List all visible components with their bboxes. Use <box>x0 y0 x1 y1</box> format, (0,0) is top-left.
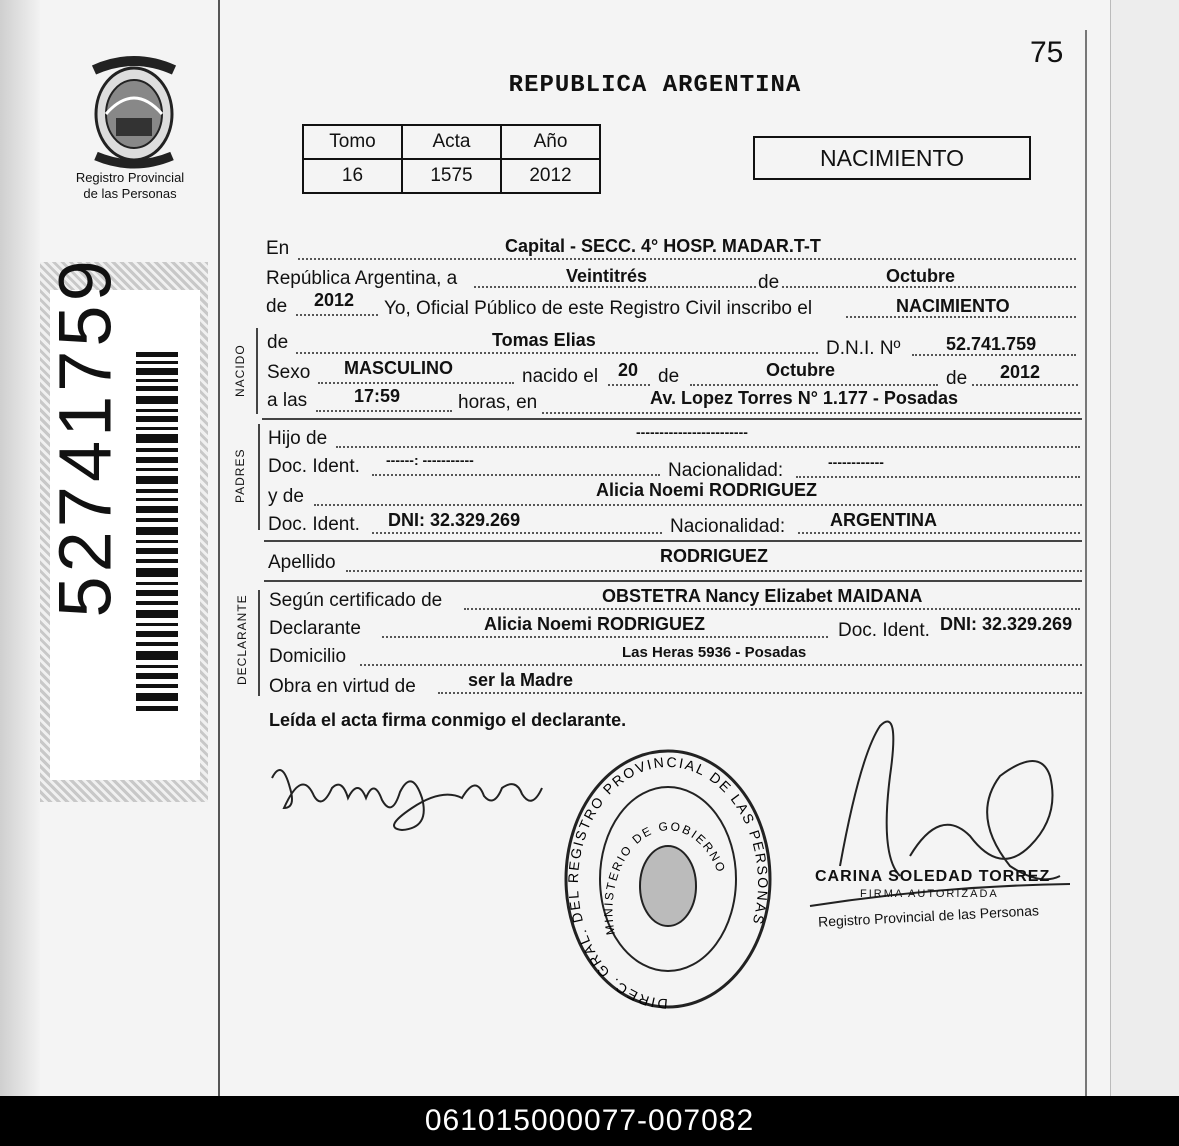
en-label: En <box>266 238 290 259</box>
nacido-section-label: NACIDO <box>233 344 247 397</box>
segun-label: Según certificado de <box>269 590 443 611</box>
org-name <box>60 170 200 202</box>
dotted-line <box>464 608 1080 610</box>
dotted-line <box>296 314 378 316</box>
nacido-el-label: nacido el <box>522 366 599 387</box>
registration-year: 2012 <box>314 290 355 310</box>
registry-value-ano: 2012 <box>501 159 600 193</box>
footer-code: 061015000077-007082 <box>424 1104 755 1137</box>
registry-header-tomo: Tomo <box>303 125 402 159</box>
sexo-label: Sexo <box>267 362 311 383</box>
registry-header-acta: Acta <box>402 125 501 159</box>
mother-doc: DNI: 32.329.269 <box>388 510 521 530</box>
coat-of-arms-icon <box>84 52 184 170</box>
father-doc-label: Doc. Ident. <box>268 456 360 477</box>
declarante-doc-label: Doc. Ident. <box>838 620 930 641</box>
birth-month: Octubre <box>766 360 836 380</box>
inscribo-text: Yo, Oficial Público de este Registro Civil inscribo el <box>384 298 813 319</box>
birth-year: 2012 <box>1000 362 1041 382</box>
stamp-inner-text: MINISTERIO DE GOBIERNO <box>601 819 729 936</box>
registry-value-tomo: 16 <box>303 159 402 193</box>
dotted-line <box>318 382 514 384</box>
dotted-line <box>438 692 1082 694</box>
page-number: 75 <box>1030 36 1064 69</box>
domicilio-value: Las Heras 5936 - Posadas <box>622 644 807 661</box>
y-de-label: y de <box>268 486 304 507</box>
mother-doc-label: Doc. Ident. <box>268 514 360 535</box>
section-divider <box>264 540 1082 542</box>
section-bracket <box>258 590 260 696</box>
act-type-box: NACIMIENTO <box>753 136 1031 180</box>
section-bracket <box>256 328 258 414</box>
official-signature <box>800 716 1080 916</box>
birth-de-label: de <box>658 366 680 387</box>
dotted-line <box>314 504 1082 506</box>
barcode-number <box>43 508 128 618</box>
birth-time: 17:59 <box>354 386 401 406</box>
dotted-line <box>972 384 1078 386</box>
section-bracket <box>258 424 260 530</box>
dotted-line <box>372 532 662 534</box>
domicilio-label: Domicilio <box>269 646 347 667</box>
stamp-outer-text: DIREC. GRAL. DEL REGISTRO PROVINCIAL DE LAS PERSONAS <box>564 753 772 1013</box>
declarante-name: Alicia Noemi RODRIGUEZ <box>484 614 706 634</box>
next-page-edge <box>1110 0 1179 1096</box>
padres-section-label: PADRES <box>233 448 247 503</box>
registry-value-row <box>303 159 600 193</box>
apellido-label: Apellido <box>268 552 336 573</box>
registry-header-row <box>303 125 600 159</box>
de-label: de <box>758 272 780 293</box>
declarante-section-label: DECLARANTE <box>235 594 249 685</box>
inscribo-value: NACIMIENTO <box>896 296 1010 316</box>
dotted-line <box>296 352 818 354</box>
margin-line <box>218 0 220 1096</box>
horas-en-label: horas, en <box>458 392 538 413</box>
registry-value-acta: 1575 <box>402 159 501 193</box>
barcode-icon <box>136 352 178 722</box>
obra-label: Obra en virtud de <box>269 676 416 697</box>
page-edge-line <box>1085 30 1087 1096</box>
official-role: FIRMA AUTORIZADA <box>860 888 999 900</box>
dotted-line <box>798 532 1080 534</box>
apellido-value: RODRIGUEZ <box>660 546 768 566</box>
dotted-line <box>360 664 1082 666</box>
child-name: Tomas Elias <box>492 330 596 350</box>
child-dni: 52.741.759 <box>946 334 1037 354</box>
obra-value: ser la Madre <box>468 670 574 690</box>
registry-header-ano: Año <box>501 125 600 159</box>
hijo-de-label: Hijo de <box>268 428 328 449</box>
official-stamp <box>560 744 776 1014</box>
org-name-line1: Registro Provincial <box>75 170 185 185</box>
father-nac-label: Nacionalidad: <box>668 460 784 481</box>
closing-statement: Leída el acta firma conmigo el declarante. <box>269 710 627 730</box>
dotted-line <box>372 474 660 476</box>
nacido-de-label: de <box>267 332 289 353</box>
declarant-signature <box>262 748 552 838</box>
dotted-line <box>608 384 650 386</box>
official-org: Registro Provincial de las Personas <box>817 902 1040 930</box>
dotted-line <box>690 384 938 386</box>
registry-table <box>302 124 601 194</box>
de2-label: de <box>266 296 288 317</box>
org-name-line2: de las Personas <box>83 186 177 201</box>
mother-nationality: ARGENTINA <box>830 510 937 530</box>
birth-de2-label: de <box>946 368 968 389</box>
section-divider <box>264 580 1082 582</box>
certificate-issuer: OBSTETRA Nancy Elizabet MAIDANA <box>602 586 923 606</box>
dotted-line <box>336 446 1080 448</box>
declarante-label: Declarante <box>269 618 361 639</box>
father-nationality: ------------ <box>828 454 884 470</box>
dotted-line <box>316 410 452 412</box>
mother-nac-label: Nacionalidad: <box>670 516 786 537</box>
document-title: REPUBLICA ARGENTINA <box>508 72 802 99</box>
dotted-line <box>542 412 1080 414</box>
birth-place: Av. Lopez Torres N° 1.177 - Posadas <box>650 388 958 408</box>
father-doc: ------: ----------- <box>386 452 474 468</box>
father-name: ------------------------ <box>636 424 748 440</box>
dotted-line <box>796 476 1080 478</box>
place-value: Capital - SECC. 4° HOSP. MADAR.T-T <box>505 236 821 256</box>
dotted-line <box>298 258 1076 260</box>
birth-day: 20 <box>618 360 639 380</box>
registration-day: Veintitrés <box>566 266 648 286</box>
mother-name: Alicia Noemi RODRIGUEZ <box>596 480 818 500</box>
declarante-doc: DNI: 32.329.269 <box>940 614 1073 634</box>
a-las-label: a las <box>267 390 308 411</box>
registration-month: Octubre <box>886 266 956 286</box>
child-sex: MASCULINO <box>344 358 453 378</box>
dotted-line <box>382 636 828 638</box>
dni-label: D.N.I. Nº <box>826 338 901 359</box>
official-name: CARINA SOLEDAD TORREZ <box>815 868 1051 885</box>
republica-label: República Argentina, a <box>266 268 458 289</box>
section-divider <box>262 418 1082 420</box>
page-binding-edge <box>0 0 40 1096</box>
dotted-line <box>346 570 1082 572</box>
